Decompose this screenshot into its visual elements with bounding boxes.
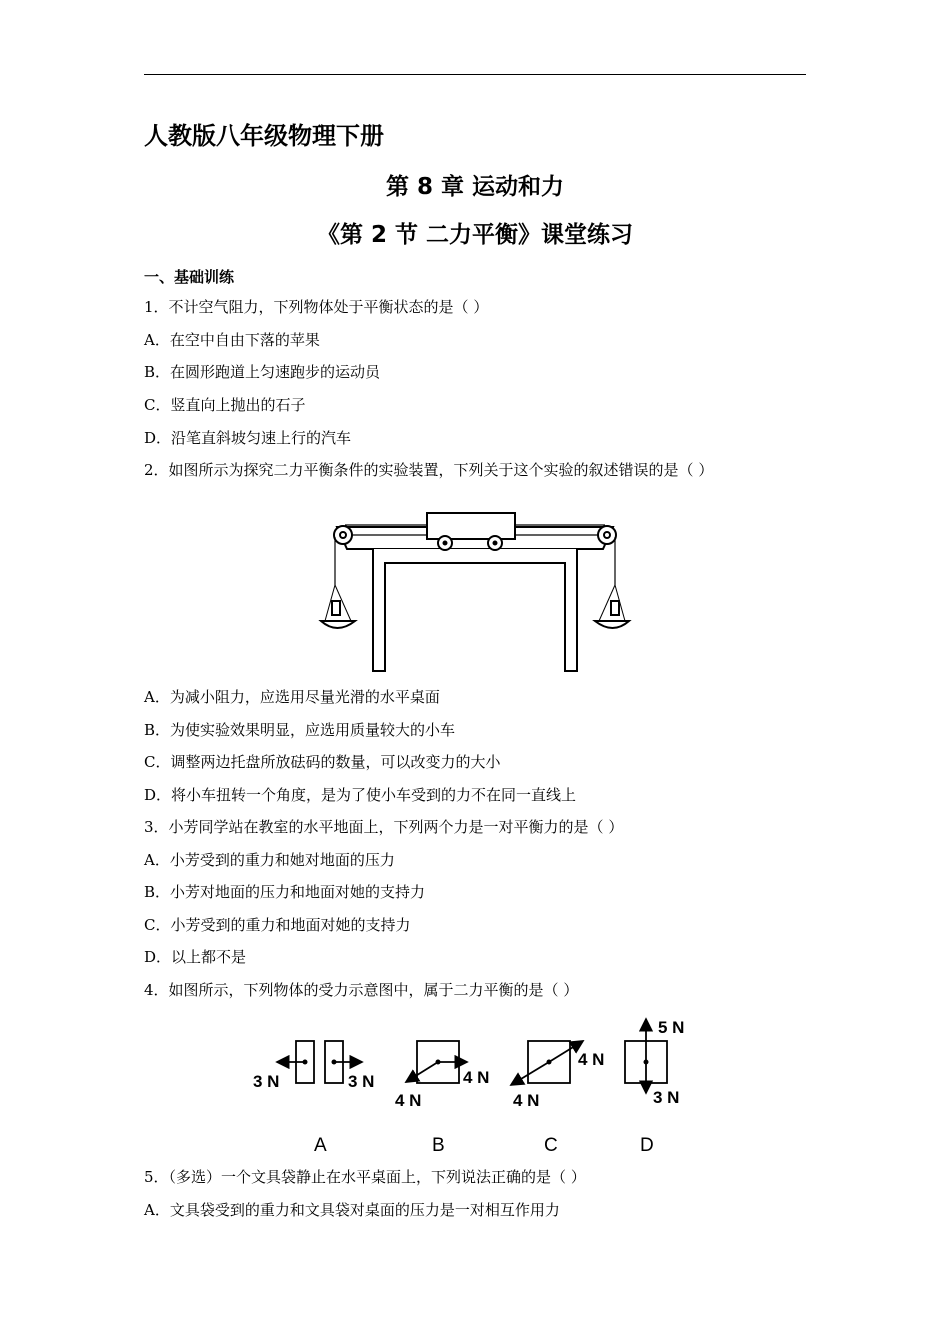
fig-d-bottom-label: 3 N: [653, 1088, 680, 1107]
fig-b-left-label: 4 N: [395, 1091, 422, 1110]
fig-d-top-label: 5 N: [658, 1018, 685, 1037]
q2-apparatus-figure: [315, 505, 635, 677]
q3-option-a: A．小芳受到的重力和她对地面的压力: [144, 851, 395, 869]
fig-a-left-label: 3 N: [253, 1072, 280, 1091]
lesson-title: 《第 2 节 二力平衡》课堂练习: [316, 222, 634, 248]
q3-option-c: C．小芳受到的重力和地面对她的支持力: [144, 916, 411, 934]
q2-option-c: C．调整两边托盘所放砝码的数量，可以改变力的大小: [144, 753, 501, 771]
fig-a-right-label: 3 N: [348, 1072, 375, 1091]
q2-option-d: D．将小车扭转一个角度，是为了使小车受到的力不在同一直线上: [144, 786, 577, 804]
q1-option-c: C．竖直向上抛出的石子: [144, 396, 306, 414]
q4-stem: 4．如图所示，下列物体的受力示意图中，属于二力平衡的是（ ）: [144, 981, 579, 999]
q1-option-b: B．在圆形跑道上匀速跑步的运动员: [144, 363, 381, 381]
header-rule: [144, 74, 806, 75]
q4-force-diagrams: [245, 1013, 705, 1163]
q3-option-b: B．小芳对地面的压力和地面对她的支持力: [144, 883, 426, 901]
q1-option-a: A．在空中自由下落的苹果: [144, 331, 320, 349]
fig-label-d: D: [640, 1135, 654, 1156]
fig-c-right-label: 4 N: [578, 1050, 605, 1069]
chapter-title: 第 8 章 运动和力: [385, 174, 565, 200]
fig-b-right-label: 4 N: [463, 1068, 490, 1087]
q5-stem: 5．（多选）一个文具袋静止在水平桌面上，下列说法正确的是（ ）: [144, 1168, 586, 1186]
fig-label-a: A: [314, 1135, 327, 1156]
q2-option-a: A．为减小阻力，应选用尽量光滑的水平桌面: [144, 688, 440, 706]
book-title: 人教版八年级物理下册: [144, 122, 384, 150]
q1-stem: 1．不计空气阻力，下列物体处于平衡状态的是（ ）: [144, 298, 489, 316]
q2-option-b: B．为使实验效果明显，应选用质量较大的小车: [144, 721, 456, 739]
q3-stem: 3．小芳同学站在教室的水平地面上，下列两个力是一对平衡力的是（ ）: [144, 818, 624, 836]
fig-c-left-label: 4 N: [513, 1091, 540, 1110]
section-heading: 一、基础训练: [144, 268, 235, 286]
q1-option-d: D．沿笔直斜坡匀速上行的汽车: [144, 429, 352, 447]
q3-option-d: D．以上都不是: [144, 948, 247, 966]
fig-label-b: B: [432, 1135, 445, 1156]
fig-label-c: C: [544, 1135, 558, 1156]
q2-stem: 2．如图所示为探究二力平衡条件的实验装置，下列关于这个实验的叙述错误的是（ ）: [144, 461, 714, 479]
q5-option-a: A．文具袋受到的重力和文具袋对桌面的压力是一对相互作用力: [144, 1201, 560, 1219]
